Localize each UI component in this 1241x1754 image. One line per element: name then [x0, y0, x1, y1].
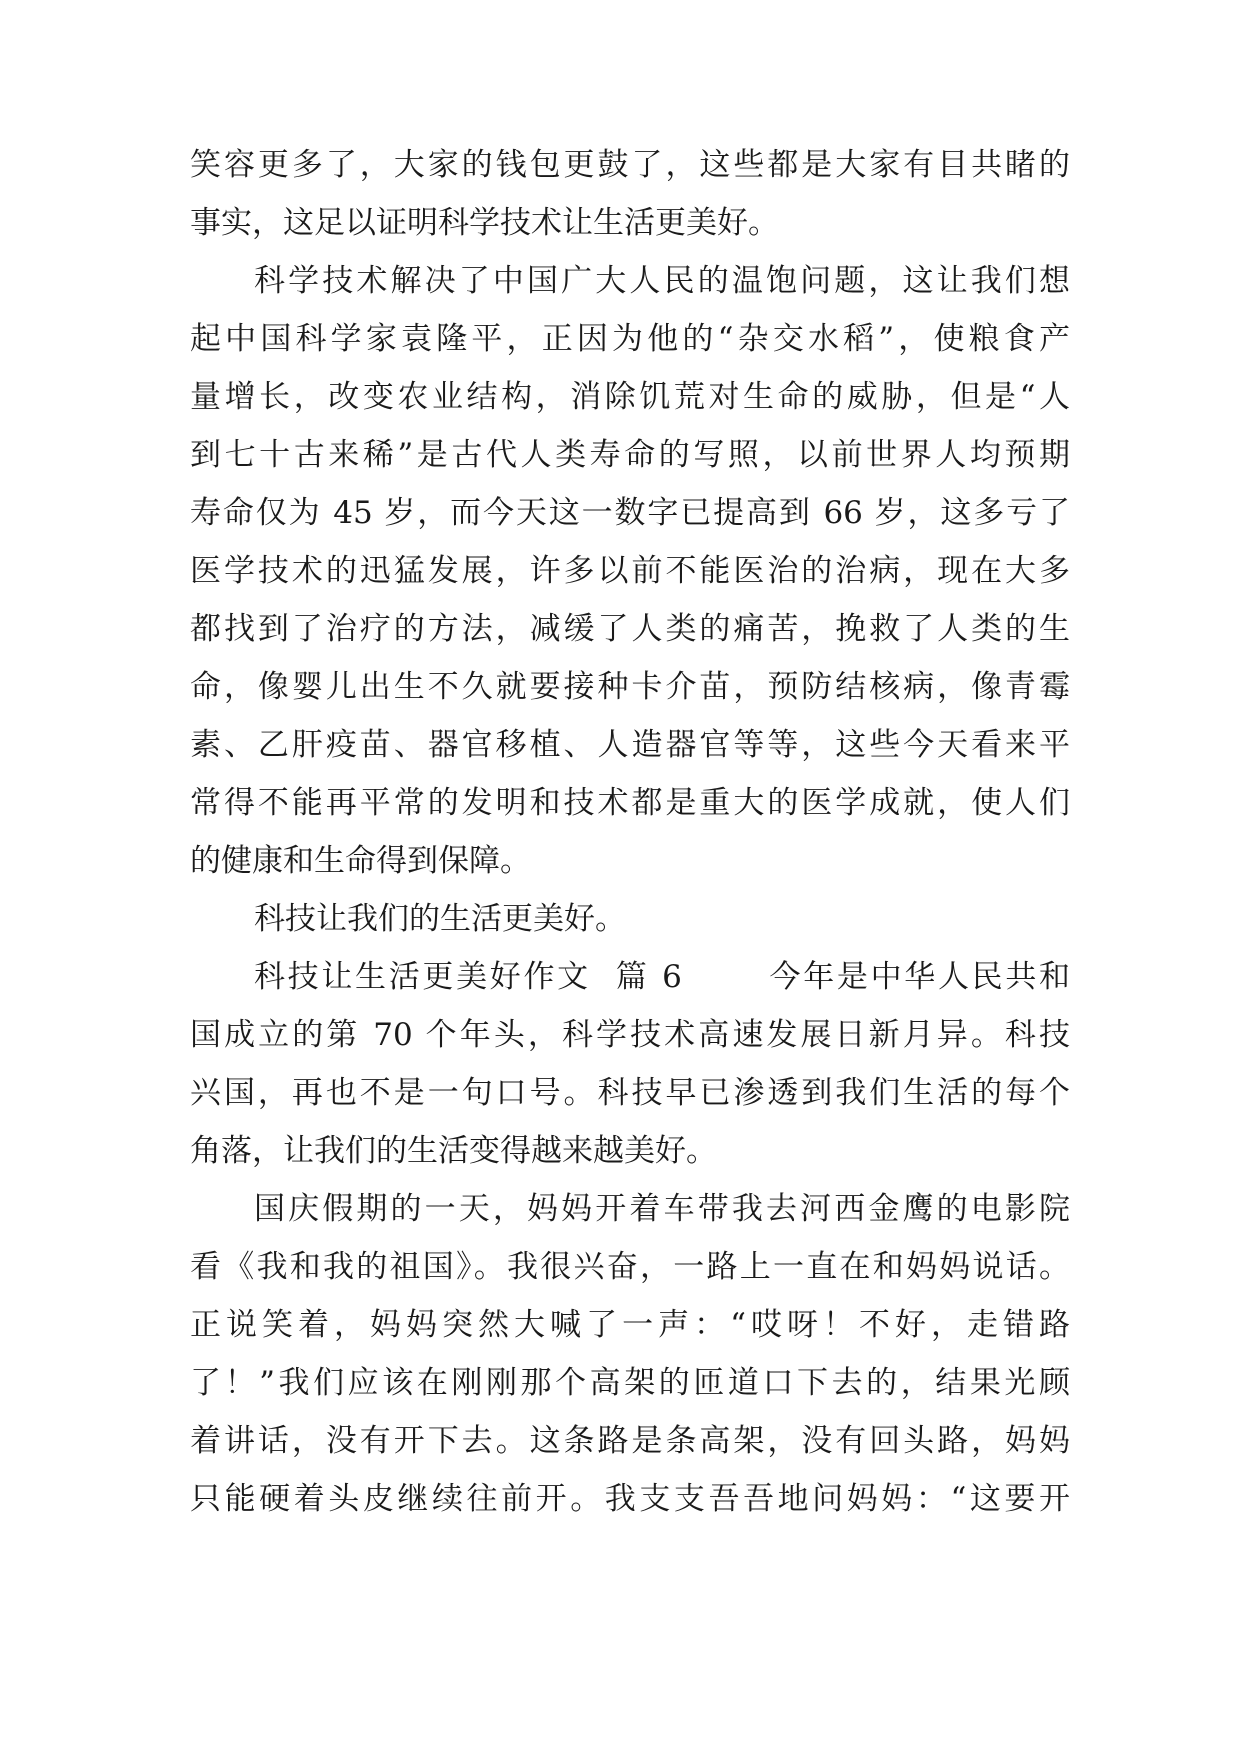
- text-line: 到七十古来稀”是古代人类寿命的写照，以前世界人均预期: [190, 437, 1070, 473]
- text-line: 了！”我们应该在刚刚那个高架的匝道口下去的，结果光顾: [190, 1365, 1070, 1401]
- text-line: 正说笑着，妈妈突然大喊了一声：“哎呀！不好，走错路: [190, 1307, 1070, 1343]
- section-heading-line: 科技让生活更美好作文 篇 6 今年是中华人民共和: [254, 959, 1070, 995]
- text-line: 兴国，再也不是一句口号。科技早已渗透到我们生活的每个: [190, 1075, 1070, 1111]
- text-line: 着讲话，没有开下去。这条路是条高架，没有回头路，妈妈: [190, 1423, 1070, 1459]
- text-line: 常得不能再平常的发明和技术都是重大的医学成就，使人们: [190, 785, 1070, 821]
- text-line: 只能硬着头皮继续往前开。我支支吾吾地问妈妈：“这要开: [190, 1481, 1070, 1517]
- paragraph-first-line: 科技让我们的生活更美好。: [254, 901, 626, 937]
- text-line: 的健康和生命得到保障。: [190, 843, 531, 879]
- text-line: 命，像婴儿出生不久就要接种卡介苗，预防结核病，像青霉: [190, 669, 1070, 705]
- text-line: 角落，让我们的生活变得越来越美好。: [190, 1133, 717, 1169]
- text-line: 国成立的第 70 个年头，科学技术高速发展日新月异。科技: [190, 1017, 1070, 1053]
- text-line: 起中国科学家袁隆平，正因为他的“杂交水稻”，使粮食产: [190, 321, 1070, 357]
- text-line: 看《我和我的祖国》。我很兴奋，一路上一直在和妈妈说话。: [190, 1249, 1070, 1285]
- text-line: 量增长，改变农业结构，消除饥荒对生命的威胁，但是“人: [190, 379, 1070, 415]
- text-line: 素、乙肝疫苗、器官移植、人造器官等等，这些今天看来平: [190, 727, 1070, 763]
- text-line: 寿命仅为 45 岁，而今天这一数字已提高到 66 岁，这多亏了: [190, 495, 1070, 531]
- text-line: 事实，这足以证明科学技术让生活更美好。: [190, 205, 779, 241]
- text-line: 医学技术的迅猛发展，许多以前不能医治的治病，现在大多: [190, 553, 1070, 589]
- paragraph-first-line: 国庆假期的一天，妈妈开着车带我去河西金鹰的电影院: [254, 1191, 1070, 1227]
- paragraph-first-line: 科学技术解决了中国广大人民的温饱问题，这让我们想: [254, 263, 1070, 299]
- text-line: 笑容更多了，大家的钱包更鼓了，这些都是大家有目共睹的: [190, 147, 1070, 183]
- text-line: 都找到了治疗的方法，减缓了人类的痛苦，挽救了人类的生: [190, 611, 1070, 647]
